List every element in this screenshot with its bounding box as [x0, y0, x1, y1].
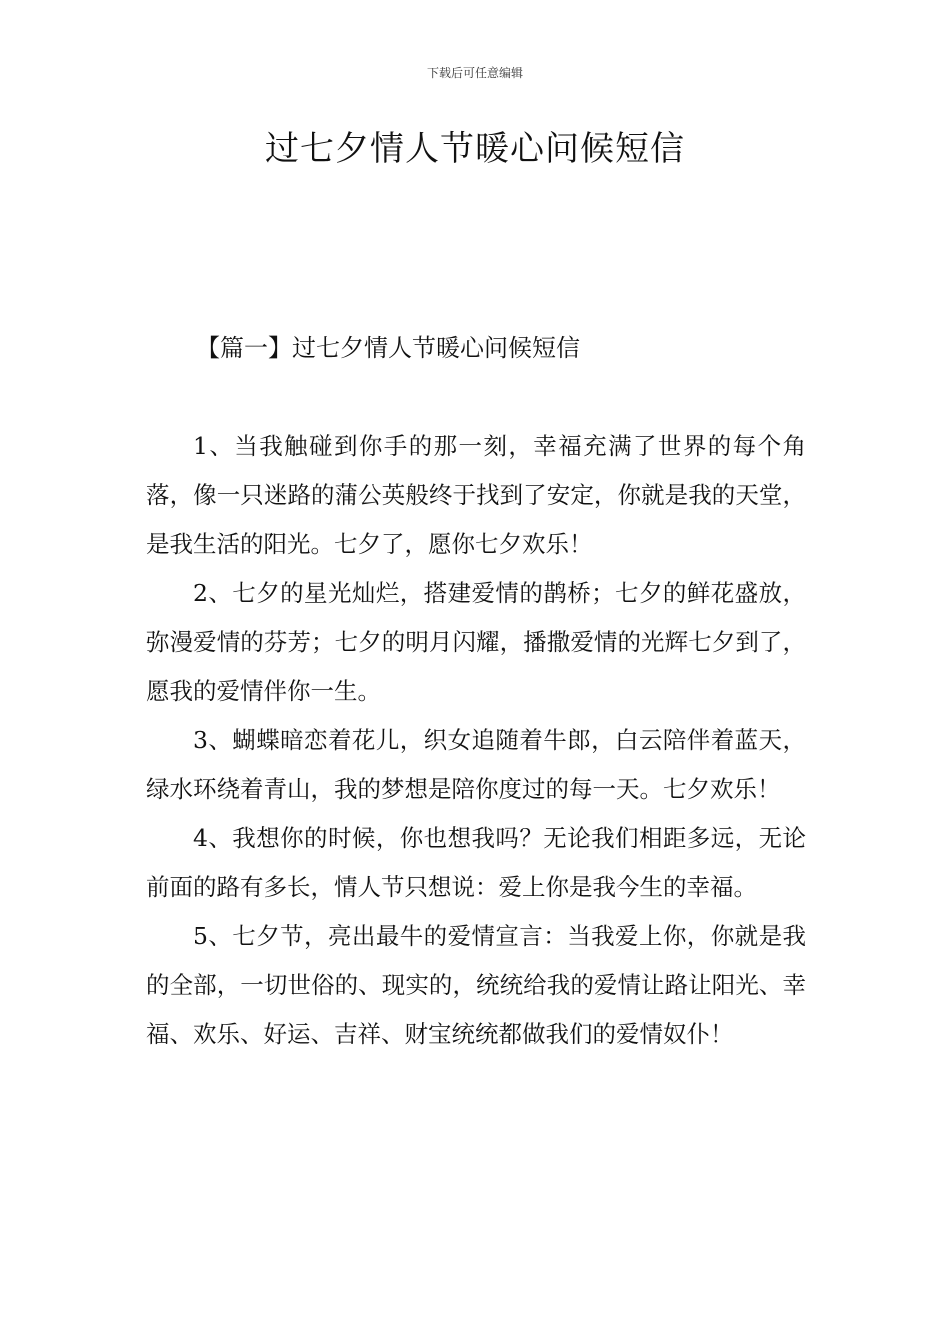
section-heading: 【篇一】过七夕情人节暖心问候短信 — [196, 334, 580, 362]
paragraph-4: 4、我想你的时候，你也想我吗？无论我们相距多远，无论前面的路有多长，情人节只想说：爱上你是我今生的幸福。 — [146, 824, 806, 901]
article-body — [146, 422, 806, 1059]
paragraph-3: 3、蝴蝶暗恋着花儿，织女追随着牛郎，白云陪伴着蓝天，绿水环绕着青山，我的梦想是陪你度过的每一天。七夕欢乐！ — [146, 726, 806, 803]
header-note: 下载后可任意编辑 — [426, 66, 523, 80]
page-title: 过七夕情人节暖心问候短信 — [265, 129, 685, 169]
paragraph-1: 1、当我触碰到你手的那一刻，幸福充满了世界的每个角落，像一只迷路的蒲公英般终于找到了安定，你就是我的天堂，是我生活的阳光。七夕了，愿你七夕欢乐！ — [146, 432, 806, 558]
paragraph-5: 5、七夕节，亮出最牛的爱情宣言：当我爱上你，你就是我的全部，一切世俗的、现实的，统统给我的爱情让路让阳光、幸福、欢乐、好运、吉祥、财宝统统都做我们的爱情奴仆！ — [146, 922, 806, 1048]
paragraph-2: 2、七夕的星光灿烂，搭建爱情的鹊桥；七夕的鲜花盛放，弥漫爱情的芬芳；七夕的明月闪耀，播撒爱情的光辉七夕到了，愿我的爱情伴你一生。 — [146, 579, 806, 705]
